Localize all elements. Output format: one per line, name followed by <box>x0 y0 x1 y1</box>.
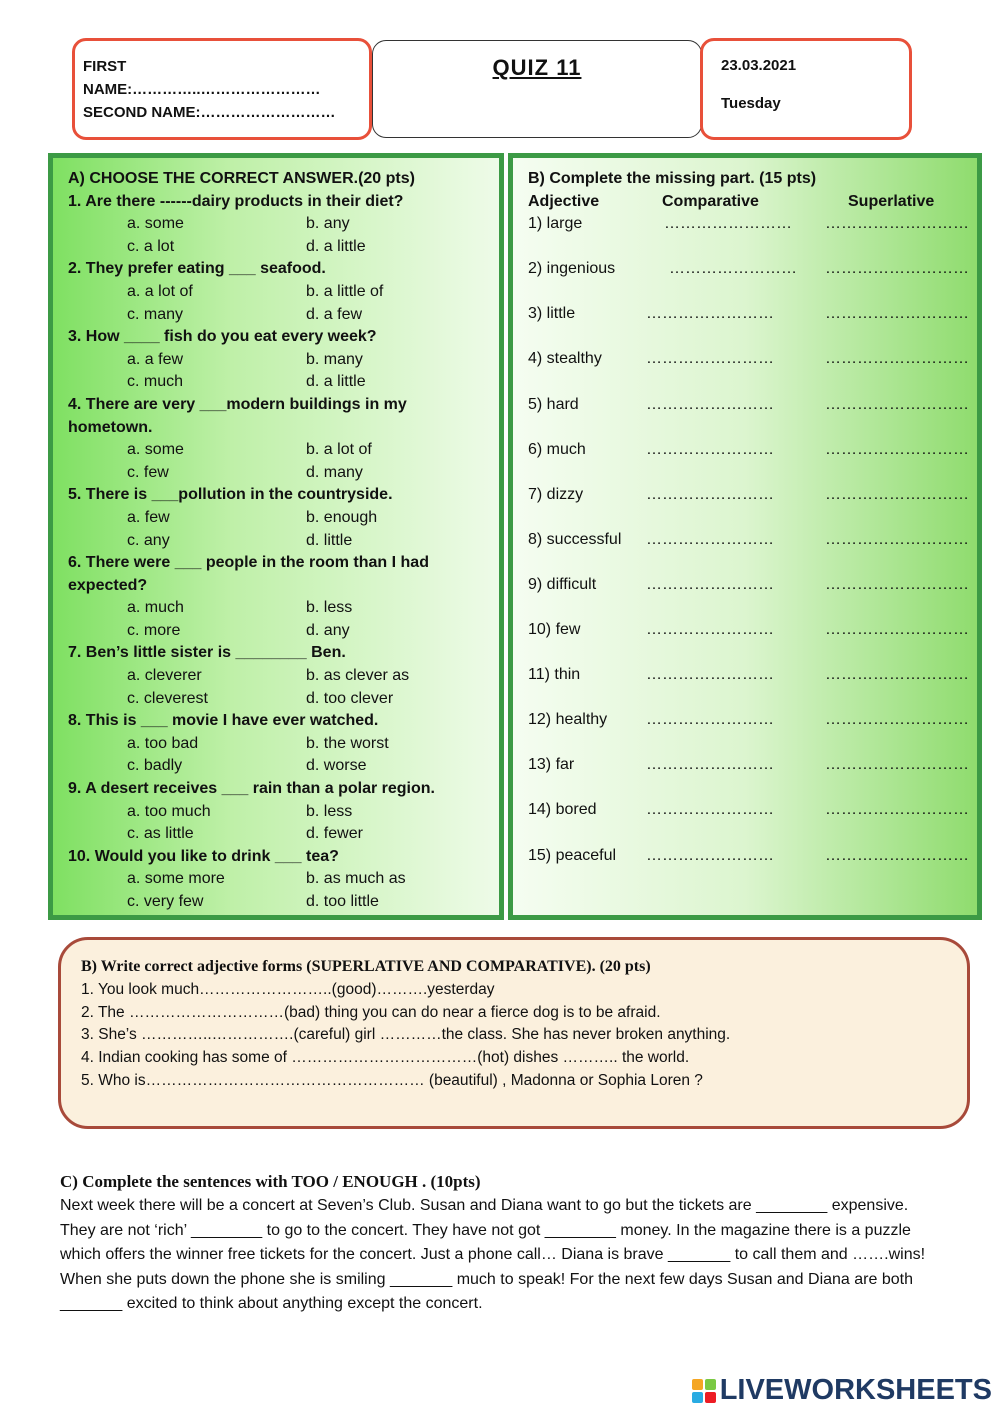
comparative-blank[interactable]: …………………… <box>646 801 774 819</box>
option-c[interactable]: c. any <box>127 531 170 549</box>
comparative-blank[interactable]: …………………… <box>646 485 774 503</box>
superlative-blank[interactable]: ……………………… <box>825 350 969 368</box>
adjective-list <box>528 213 969 889</box>
option-b[interactable]: b. a little of <box>306 282 384 300</box>
section-b-column-headers <box>528 191 962 214</box>
adjective-row <box>528 213 969 258</box>
option-a[interactable]: a. some <box>127 441 184 459</box>
comparative-blank[interactable]: …………………… <box>646 530 774 548</box>
superlative-blank[interactable]: ……………………… <box>825 395 969 413</box>
col-superlative: Superlative <box>848 192 935 210</box>
option-c[interactable]: c. very few <box>127 893 204 910</box>
question-text: 10. Would you like to drink ___ tea? <box>68 847 339 865</box>
page-title: QUIZ 11 <box>492 55 582 80</box>
option-c[interactable]: c. few <box>127 463 169 481</box>
comparative-blank[interactable]: …………………… <box>646 756 774 774</box>
b2-line[interactable]: 1. You look much……………………..(good)……….yesterday <box>81 981 495 998</box>
question-text: 2. They prefer eating ___ seafood. <box>68 260 326 278</box>
title-box <box>372 40 702 138</box>
adjective-row <box>528 394 969 439</box>
adjective-word: 3) little <box>528 305 576 323</box>
question-text: 9. A desert receives ___ rain than a polar region. <box>68 780 435 798</box>
option-row <box>68 304 484 327</box>
section-b2-title: B) Write correct adjective forms (SUPERLATIVE AND COMPARATIVE). (20 pts) <box>81 958 651 975</box>
option-b[interactable]: b. the worst <box>306 734 389 752</box>
comparative-blank[interactable]: …………………… <box>646 395 774 413</box>
option-row <box>68 371 484 394</box>
option-b[interactable]: b. any <box>306 215 350 233</box>
question-text: 7. Ben’s little sister is ________ Ben. <box>68 644 346 662</box>
superlative-blank[interactable]: ……………………… <box>825 215 969 233</box>
superlative-blank[interactable]: ……………………… <box>825 575 969 593</box>
option-b[interactable]: b. as clever as <box>306 667 410 685</box>
adjective-row <box>528 754 969 799</box>
option-c[interactable]: c. cleverest <box>127 689 208 707</box>
option-row <box>68 597 484 620</box>
option-a[interactable]: a. some <box>127 215 184 233</box>
option-c[interactable]: c. more <box>127 621 181 639</box>
option-d[interactable]: d. any <box>306 621 350 639</box>
option-a[interactable]: a. cleverer <box>127 667 202 685</box>
adjective-word: 7) dizzy <box>528 485 584 503</box>
superlative-blank[interactable]: ……………………… <box>825 440 969 458</box>
adjective-row <box>528 303 969 348</box>
adjective-row <box>528 439 969 484</box>
c-line[interactable]: _______ excited to think about anything except the concert. <box>60 1295 483 1312</box>
comparative-blank[interactable]: …………………… <box>646 621 774 639</box>
c-line[interactable]: When she puts down the phone she is smiling _______ much to speak! For the next few days Susan and Diana are both <box>60 1270 913 1288</box>
second-name-field[interactable]: SECOND NAME:……………………… <box>83 104 336 121</box>
question-text: 3. How ____ fish do you eat every week? <box>68 328 377 346</box>
option-d[interactable]: d. too little <box>306 893 379 910</box>
option-row <box>68 665 484 688</box>
c-line[interactable]: Next week there will be a concert at Seven’s Club. Susan and Diana want to go but the tickets are ________ expensive. <box>60 1197 909 1214</box>
option-row <box>68 688 484 711</box>
adjective-word: 10) few <box>528 621 581 639</box>
option-a[interactable]: a. a lot of <box>127 282 193 300</box>
adjective-row <box>528 799 969 844</box>
option-row <box>68 891 484 914</box>
adjective-word: 4) stealthy <box>528 350 602 368</box>
adjective-word: 15) peaceful <box>528 846 617 864</box>
option-d[interactable]: d. fewer <box>306 825 363 843</box>
adjective-row <box>528 709 969 754</box>
option-row <box>68 462 484 485</box>
option-b[interactable]: b. many <box>306 350 363 368</box>
superlative-blank[interactable]: ……………………… <box>825 485 969 503</box>
quiz-day: Tuesday <box>721 95 781 112</box>
option-c[interactable]: c. many <box>127 305 184 323</box>
question-list <box>68 191 484 914</box>
adjective-row <box>528 664 969 709</box>
superlative-blank[interactable]: ……………………… <box>825 711 969 729</box>
adjective-word: 1) large <box>528 215 583 233</box>
section-b-panel <box>508 153 982 920</box>
adjective-row <box>528 845 969 890</box>
comparative-blank[interactable]: …………………… <box>646 440 774 458</box>
option-row <box>68 213 484 236</box>
superlative-blank[interactable]: ……………………… <box>825 846 969 864</box>
question-text: 4. There are very ___modern buildings in my hometown. <box>68 395 407 436</box>
option-c[interactable]: c. as little <box>127 825 194 843</box>
option-b[interactable]: b. a lot of <box>306 441 372 459</box>
option-c[interactable]: c. much <box>127 373 184 391</box>
option-a[interactable]: a. some more <box>127 870 225 888</box>
option-row <box>68 868 484 891</box>
comparative-blank[interactable]: …………………… <box>646 350 774 368</box>
option-a[interactable]: a. few <box>127 508 170 526</box>
adjective-row <box>528 258 969 303</box>
superlative-blank[interactable]: ……………………… <box>825 666 969 684</box>
option-d[interactable]: d. too clever <box>306 689 394 707</box>
option-row <box>68 823 484 846</box>
comparative-blank[interactable]: …………………… <box>646 305 774 323</box>
option-b[interactable]: b. as much as <box>306 870 406 888</box>
option-row <box>68 755 484 778</box>
option-d[interactable]: d. a little <box>306 237 366 255</box>
option-d[interactable]: d. little <box>306 531 353 549</box>
question-text: 6. There were ___ people in the room than I had expected? <box>68 554 429 594</box>
option-row <box>68 733 484 756</box>
option-d[interactable]: d. a few <box>306 305 363 323</box>
option-b[interactable]: b. enough <box>306 508 378 526</box>
name-box <box>72 38 372 140</box>
question-text: 1. Are there ------dairy products in their diet? <box>68 192 404 210</box>
option-a[interactable]: a. too much <box>127 802 211 820</box>
comparative-blank[interactable]: …………………… <box>669 260 797 278</box>
section-c-title: C) Complete the sentences with TOO / ENOUGH . (10pts) <box>60 1172 481 1191</box>
adjective-row <box>528 619 969 664</box>
first-name-field[interactable]: FIRST NAME:…………..…………………… <box>83 58 321 98</box>
adjective-word: 13) far <box>528 756 575 774</box>
superlative-blank[interactable]: ……………………… <box>825 801 969 819</box>
option-d[interactable]: d. a little <box>306 373 366 391</box>
adjective-word: 12) healthy <box>528 711 608 729</box>
comparative-blank[interactable]: …………………… <box>646 666 774 684</box>
c-line[interactable]: They are not ‘rich’ ________ to go to the concert. They have not got ________ money. In the magazine there is a puzzle <box>60 1221 911 1239</box>
option-row <box>68 349 484 372</box>
option-d[interactable]: d. many <box>306 463 363 481</box>
superlative-blank[interactable]: ……………………… <box>825 305 969 323</box>
option-d[interactable]: d. worse <box>306 757 367 775</box>
adjective-word: 8) successful <box>528 530 622 548</box>
adjective-word: 14) bored <box>528 801 597 819</box>
option-a[interactable]: a. a few <box>127 350 184 368</box>
superlative-blank[interactable]: ……………………… <box>825 621 969 639</box>
option-row <box>68 507 484 530</box>
col-comparative: Comparative <box>662 192 759 210</box>
adjective-word: 11) thin <box>528 666 581 684</box>
adjective-word: 5) hard <box>528 395 579 413</box>
superlative-blank[interactable]: ……………………… <box>825 756 969 774</box>
adjective-row <box>528 348 969 393</box>
liveworksheets-logo <box>692 1374 992 1407</box>
section-b-title: B) Complete the missing part. (15 pts) <box>528 170 817 187</box>
b2-line[interactable]: 5. Who is……………………………………………… (beautiful) , Madonna or Sophia Loren ? <box>81 1071 703 1089</box>
section-c <box>60 1170 980 1317</box>
superlative-blank[interactable]: ……………………… <box>825 530 969 548</box>
logo-icon <box>692 1379 716 1403</box>
comparative-blank[interactable]: …………………… <box>646 711 774 729</box>
option-a[interactable]: a. too bad <box>127 734 199 752</box>
question-text: 5. There is ___pollution in the countryside. <box>68 486 393 504</box>
quiz-date: 23.03.2021 <box>721 57 797 74</box>
adjective-word: 9) difficult <box>528 575 597 593</box>
option-c[interactable]: c. badly <box>127 757 183 775</box>
option-row <box>68 530 484 553</box>
logo-text: LIVEWORKSHEETS <box>719 1374 992 1406</box>
option-a[interactable]: a. much <box>127 599 184 617</box>
option-row <box>68 236 484 259</box>
comparative-blank[interactable]: …………………… <box>646 846 774 864</box>
option-row <box>68 801 484 824</box>
superlative-blank[interactable]: ……………………… <box>825 260 969 278</box>
option-b[interactable]: b. less <box>306 802 353 820</box>
option-row <box>68 620 484 643</box>
c-line[interactable]: which offers the winner free tickets for the concert. Just a phone call… Diana is brave _______ to call them and …….wins! <box>60 1246 926 1263</box>
option-c[interactable]: c. a lot <box>127 237 175 255</box>
option-row <box>68 281 484 304</box>
adjective-row <box>528 574 969 619</box>
col-adjective: Adjective <box>528 192 600 210</box>
section-a-panel <box>48 153 504 920</box>
b2-line[interactable]: 2. The …………………………(bad) thing you can do near a fierce dog is to be afraid. <box>81 1003 661 1021</box>
adjective-row <box>528 484 969 529</box>
adjective-word: 6) much <box>528 440 586 458</box>
option-row <box>68 439 484 462</box>
question-text: 8. This is ___ movie I have ever watched. <box>68 712 379 730</box>
date-box <box>700 38 912 140</box>
section-a-title: A) CHOOSE THE CORRECT ANSWER.(20 pts) <box>68 170 415 187</box>
adjective-row <box>528 529 969 574</box>
b2-line[interactable]: 3. She’s …………..…………….(careful) girl …………the class. She has never broken anything. <box>81 1026 731 1044</box>
section-b2-panel <box>58 937 970 1129</box>
comparative-blank[interactable]: …………………… <box>646 575 774 593</box>
option-b[interactable]: b. less <box>306 599 353 617</box>
comparative-blank[interactable]: …………………… <box>664 215 792 233</box>
b2-line[interactable]: 4. Indian cooking has some of ………………………………(hot) dishes ……….. the world. <box>81 1049 690 1067</box>
adjective-word: 2) ingenious <box>528 260 616 278</box>
